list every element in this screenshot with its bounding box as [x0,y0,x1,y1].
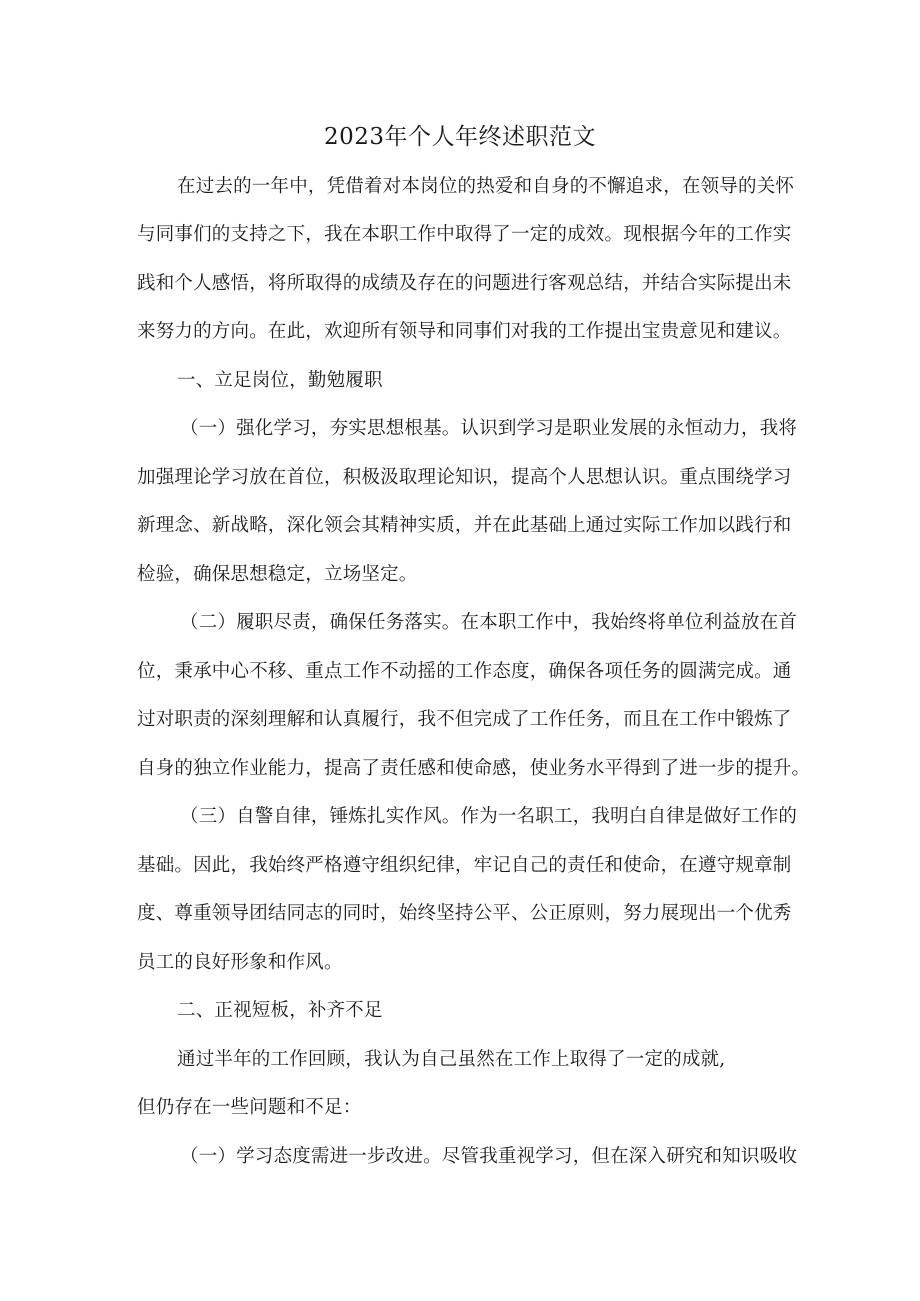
paragraph-line: 与同事们的支持之下，我在本职工作中取得了一定的成效。现根据今年的工作实 [137,224,792,245]
paragraph-line: 检验，确保思想稳定，立场坚定。 [137,564,418,585]
paragraph-line: 过对职责的深刻理解和认真履行，我不但完成了工作任务，而且在工作中锻炼了 [137,709,792,730]
paragraph-line: （二）履职尽责，确保任务落实。在本职工作中，我始终将单位利益放在首 [180,612,798,633]
paragraph-line: （三）自警自律，锤炼扎实作风。作为一名职工，我明白自律是做好工作的 [180,806,798,827]
section-heading: 二、正视短板，补齐不足 [177,1000,383,1021]
paragraph-line: 基础。因此，我始终严格遵守组织纪律，牢记自己的责任和使命，在遵守规章制 [137,855,792,876]
paragraph-line: （一）强化学习，夯实思想根基。认识到学习是职业发展的永恒动力，我将 [180,418,798,439]
paragraph-line: （一）学习态度需进一步改进。尽管我重视学习，但在深入研究和知识吸收 [180,1146,798,1167]
paragraph-line: 自身的独立作业能力，提高了责任感和使命感，使业务水平得到了进一步的提升。 [137,758,811,779]
paragraph-line: 位，秉承中心不移、重点工作不动摇的工作态度，确保各项任务的圆满完成。通 [137,661,792,682]
paragraph-line: 员工的良好形象和作风。 [137,952,343,973]
paragraph-line: 来努力的方向。在此，欢迎所有领导和同事们对我的工作提出宝贵意见和建议。 [137,321,792,342]
paragraph-line: 通过半年的工作回顾，我认为自己虽然在工作上取得了一定的成就, [177,1049,726,1070]
paragraph-line: 践和个人感悟，将所取得的成绩及存在的问题进行客观总结，并结合实际提出未 [137,273,792,294]
paragraph-line: 在过去的一年中，凭借着对本岗位的热爱和自身的不懈追求，在领导的关怀 [177,176,795,197]
section-heading: 一、立足岗位，勤勉履职 [177,370,383,391]
paragraph-line: 加强理论学习放在首位，积极汲取理论知识，提高个人思想认识。重点围绕学习 [137,467,792,488]
paragraph-line: 度、尊重领导团结同志的同时，始终坚持公平、公正原则，努力展现出一个优秀 [137,903,792,924]
paragraph-line: 但仍存在一些问题和不足： [137,1097,362,1118]
document-title: 2023年个人年终述职范文 [323,124,597,150]
paragraph-line: 新理念、新战略，深化领会其精神实质，并在此基础上通过实际工作加以践行和 [137,515,792,536]
